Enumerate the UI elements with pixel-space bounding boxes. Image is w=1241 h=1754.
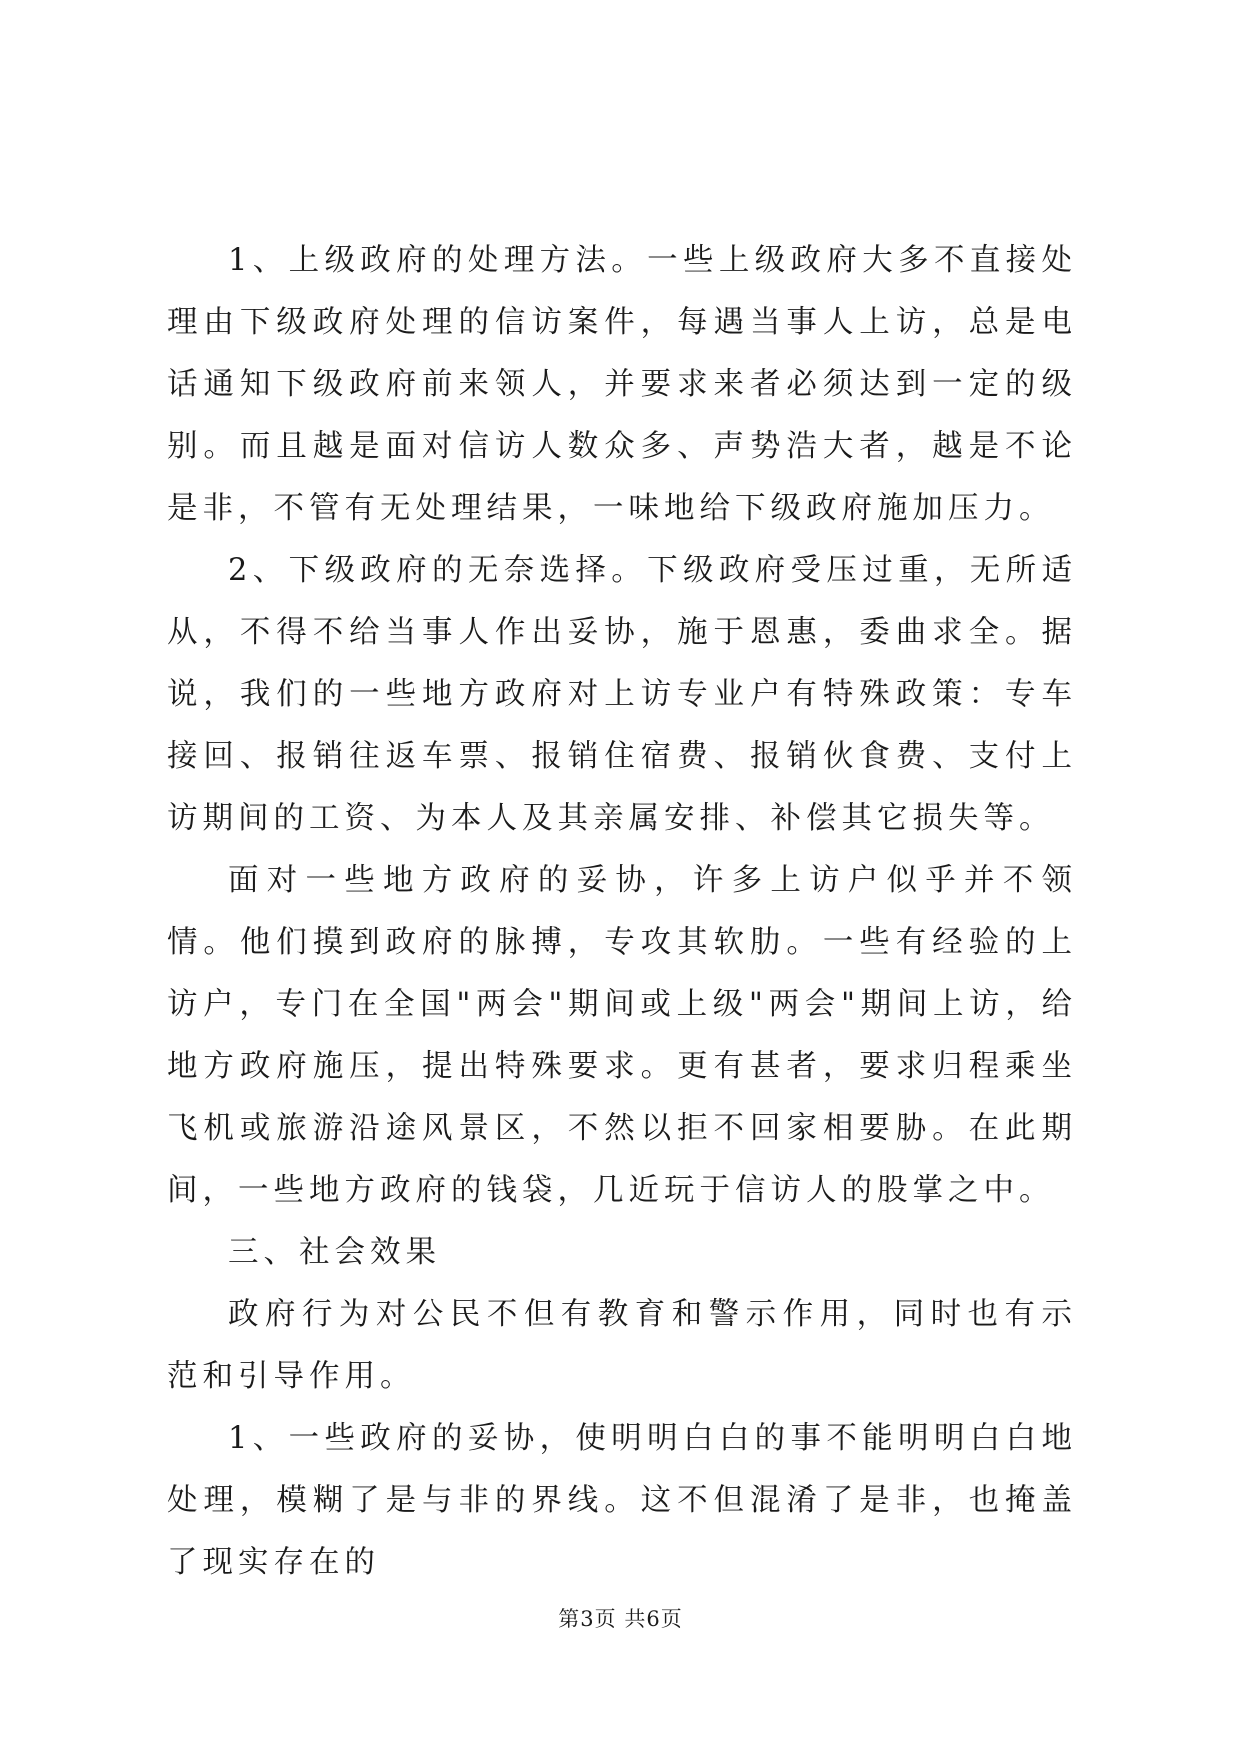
page-number-footer: 第3页 共6页 <box>558 1607 683 1631</box>
document-body <box>167 230 1077 1594</box>
paragraph-government-behavior-role: 政府行为对公民不但有教育和警示作用，同时也有示范和引导作用。 <box>167 1297 1077 1394</box>
paragraph-petitioner-response: 面对一些地方政府的妥协，许多上访户似乎并不领情。他们摸到政府的脉搏，专攻其软肋。一些有经验的上访户，专门在全国"两会"期间或上级"两会"期间上访，给地方政府施压，提出特殊要求。更有甚者，要求归程乘坐飞机或旅游沿途风景区，不然以拒不回家相要胁。在此期间，一些地方政府的钱袋，几近玩于信访人的股掌之中。 <box>167 863 1077 1208</box>
paragraph-subordinate-government-choice: 2、下级政府的无奈选择。下级政府受压过重，无所适从，不得不给当事人作出妥协，施于恩惠，委曲求全。据说，我们的一些地方政府对上访专业户有特殊政策：专车接回、报销往返车票、报销住宿费、报销伙食费、支付上访期间的工资、为本人及其亲属安排、补偿其它损失等。 <box>167 553 1077 836</box>
paragraph-superior-government-handling: 1、上级政府的处理方法。一些上级政府大多不直接处理由下级政府处理的信访案件，每遇当事人上访，总是电话通知下级政府前来领人，并要求来者必须达到一定的级别。而且越是面对信访人数众多、声势浩大者，越是不论是非，不管有无处理结果，一味地给下级政府施加压力。 <box>167 243 1077 526</box>
section-heading-social-effects: 三、社会效果 <box>228 1235 441 1270</box>
paragraph-compromise-effects: 1、一些政府的妥协，使明明白白的事不能明明白白地处理，模糊了是与非的界线。这不但混淆了是非，也掩盖了现实存在的 <box>167 1421 1077 1580</box>
